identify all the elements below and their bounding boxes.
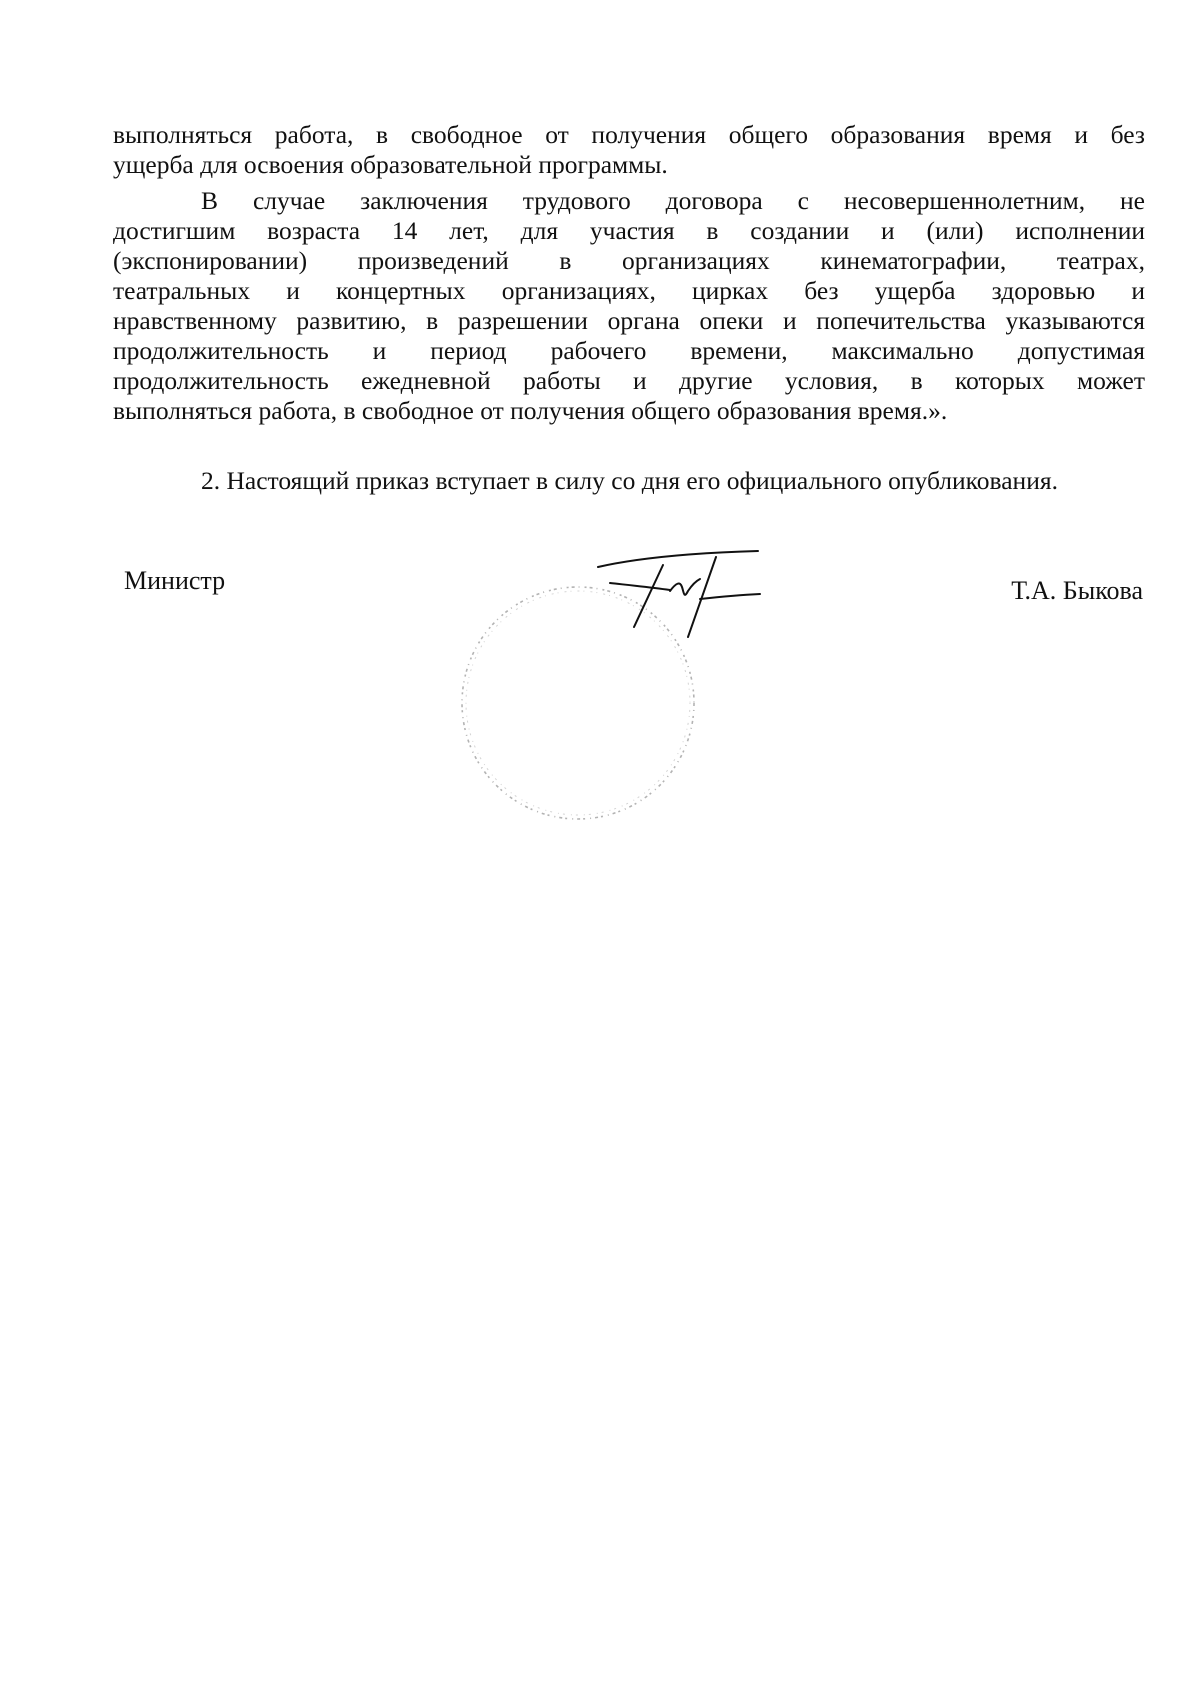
signatory-name: Т.А. Быкова <box>1011 576 1143 605</box>
text-line: театральных и концертных организациях, цирках без ущерба здоровью и <box>113 276 1145 305</box>
seal-and-signature <box>448 545 828 845</box>
text-line: нравственному развитию, в разрешении органа опеки и попечительства указываются <box>113 306 1145 335</box>
handwritten-signature-icon <box>598 551 760 637</box>
seal-stamp-icon <box>448 545 828 845</box>
clause-effective-date: 2. Настоящий приказ вступает в силу со дня его официального опубликования. <box>201 466 1058 495</box>
text-line: продолжительность и период рабочего времени, максимально допустимая <box>113 336 1145 365</box>
text-line: (экспонировании) произведений в организациях кинематографии, театрах, <box>113 246 1145 275</box>
text-line: В случае заключения трудового договора с несовершеннолетним, не <box>201 186 1145 215</box>
text-line: выполняться работа, в свободное от получения общего образования время.». <box>113 396 948 425</box>
text-line: достигшим возраста 14 лет, для участия в создании и (или) исполнении <box>113 216 1145 245</box>
text-line: продолжительность ежедневной работы и другие условия, в которых может <box>113 366 1145 395</box>
text-line: ущерба для освоения образовательной программы. <box>113 150 668 179</box>
text-line: выполняться работа, в свободное от получения общего образования время и без <box>113 120 1145 149</box>
signatory-title: Министр <box>124 566 226 595</box>
